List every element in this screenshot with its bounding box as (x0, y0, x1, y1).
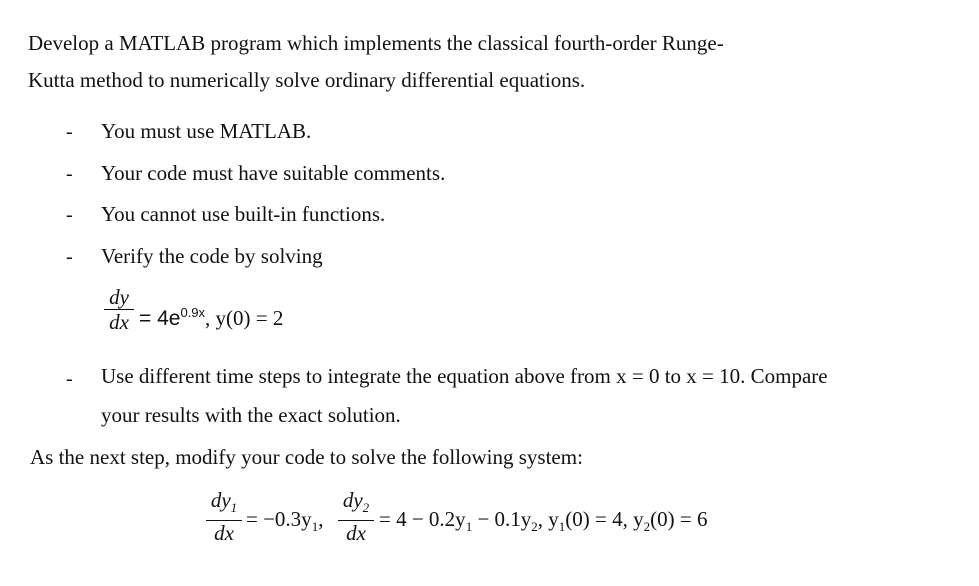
bullet-item-5-line-1: Use different time steps to integrate the equation above from x = 0 to x = 10. Compare (101, 364, 828, 388)
equation1-rhs-coef: = 4e (139, 307, 181, 330)
bullet-dash: - (66, 246, 73, 268)
equation2-frac1-denominator: dx (214, 521, 234, 546)
equation1-rhs (139, 305, 283, 331)
equation1-condition: , y(0) = 2 (205, 306, 284, 330)
equation2-frac2-numerator: $dy_2$ (342, 488, 370, 516)
bullet-dash: - (66, 121, 73, 143)
bullet-item-1: You must use MATLAB. (101, 119, 312, 143)
equation2-rhs-2: = $4 - 0.2y_1 - 0.1y_2$, $y_1(0) = 4$, $y_2(0) = 6$ (379, 507, 708, 535)
bullet-dash: - (66, 163, 73, 185)
bullet-item-5-line-2: your results with the exact solution. (101, 403, 401, 427)
equation1-fraction (104, 286, 134, 333)
equation2-fraction-1 (206, 489, 242, 544)
intro-line-1: Develop a MATLAB program which implements the classical fourth-order Runge- (28, 31, 724, 55)
next-step-text: As the next step, modify your code to solve the following system: (30, 445, 583, 469)
equation2-fraction-2 (338, 489, 374, 544)
bullet-dash: - (66, 368, 73, 390)
equation1-denominator: dx (109, 310, 129, 334)
equation1-exponent: 0.9x (180, 305, 206, 320)
bullet-item-3: You cannot use built-in functions. (101, 202, 386, 226)
bullet-dash: - (66, 204, 73, 226)
bullet-item-2: Your code must have suitable comments. (101, 161, 446, 185)
equation1-numerator: dy (109, 285, 129, 309)
equation2-frac2-denominator: dx (346, 521, 366, 546)
intro-line-2: Kutta method to numerically solve ordinary differential equations. (28, 68, 586, 92)
equation2-rhs-1: = $-0.3y_1$, (246, 507, 324, 535)
equation2-frac1-numerator: $dy_1$ (210, 488, 238, 516)
bullet-item-4: Verify the code by solving (101, 244, 323, 268)
